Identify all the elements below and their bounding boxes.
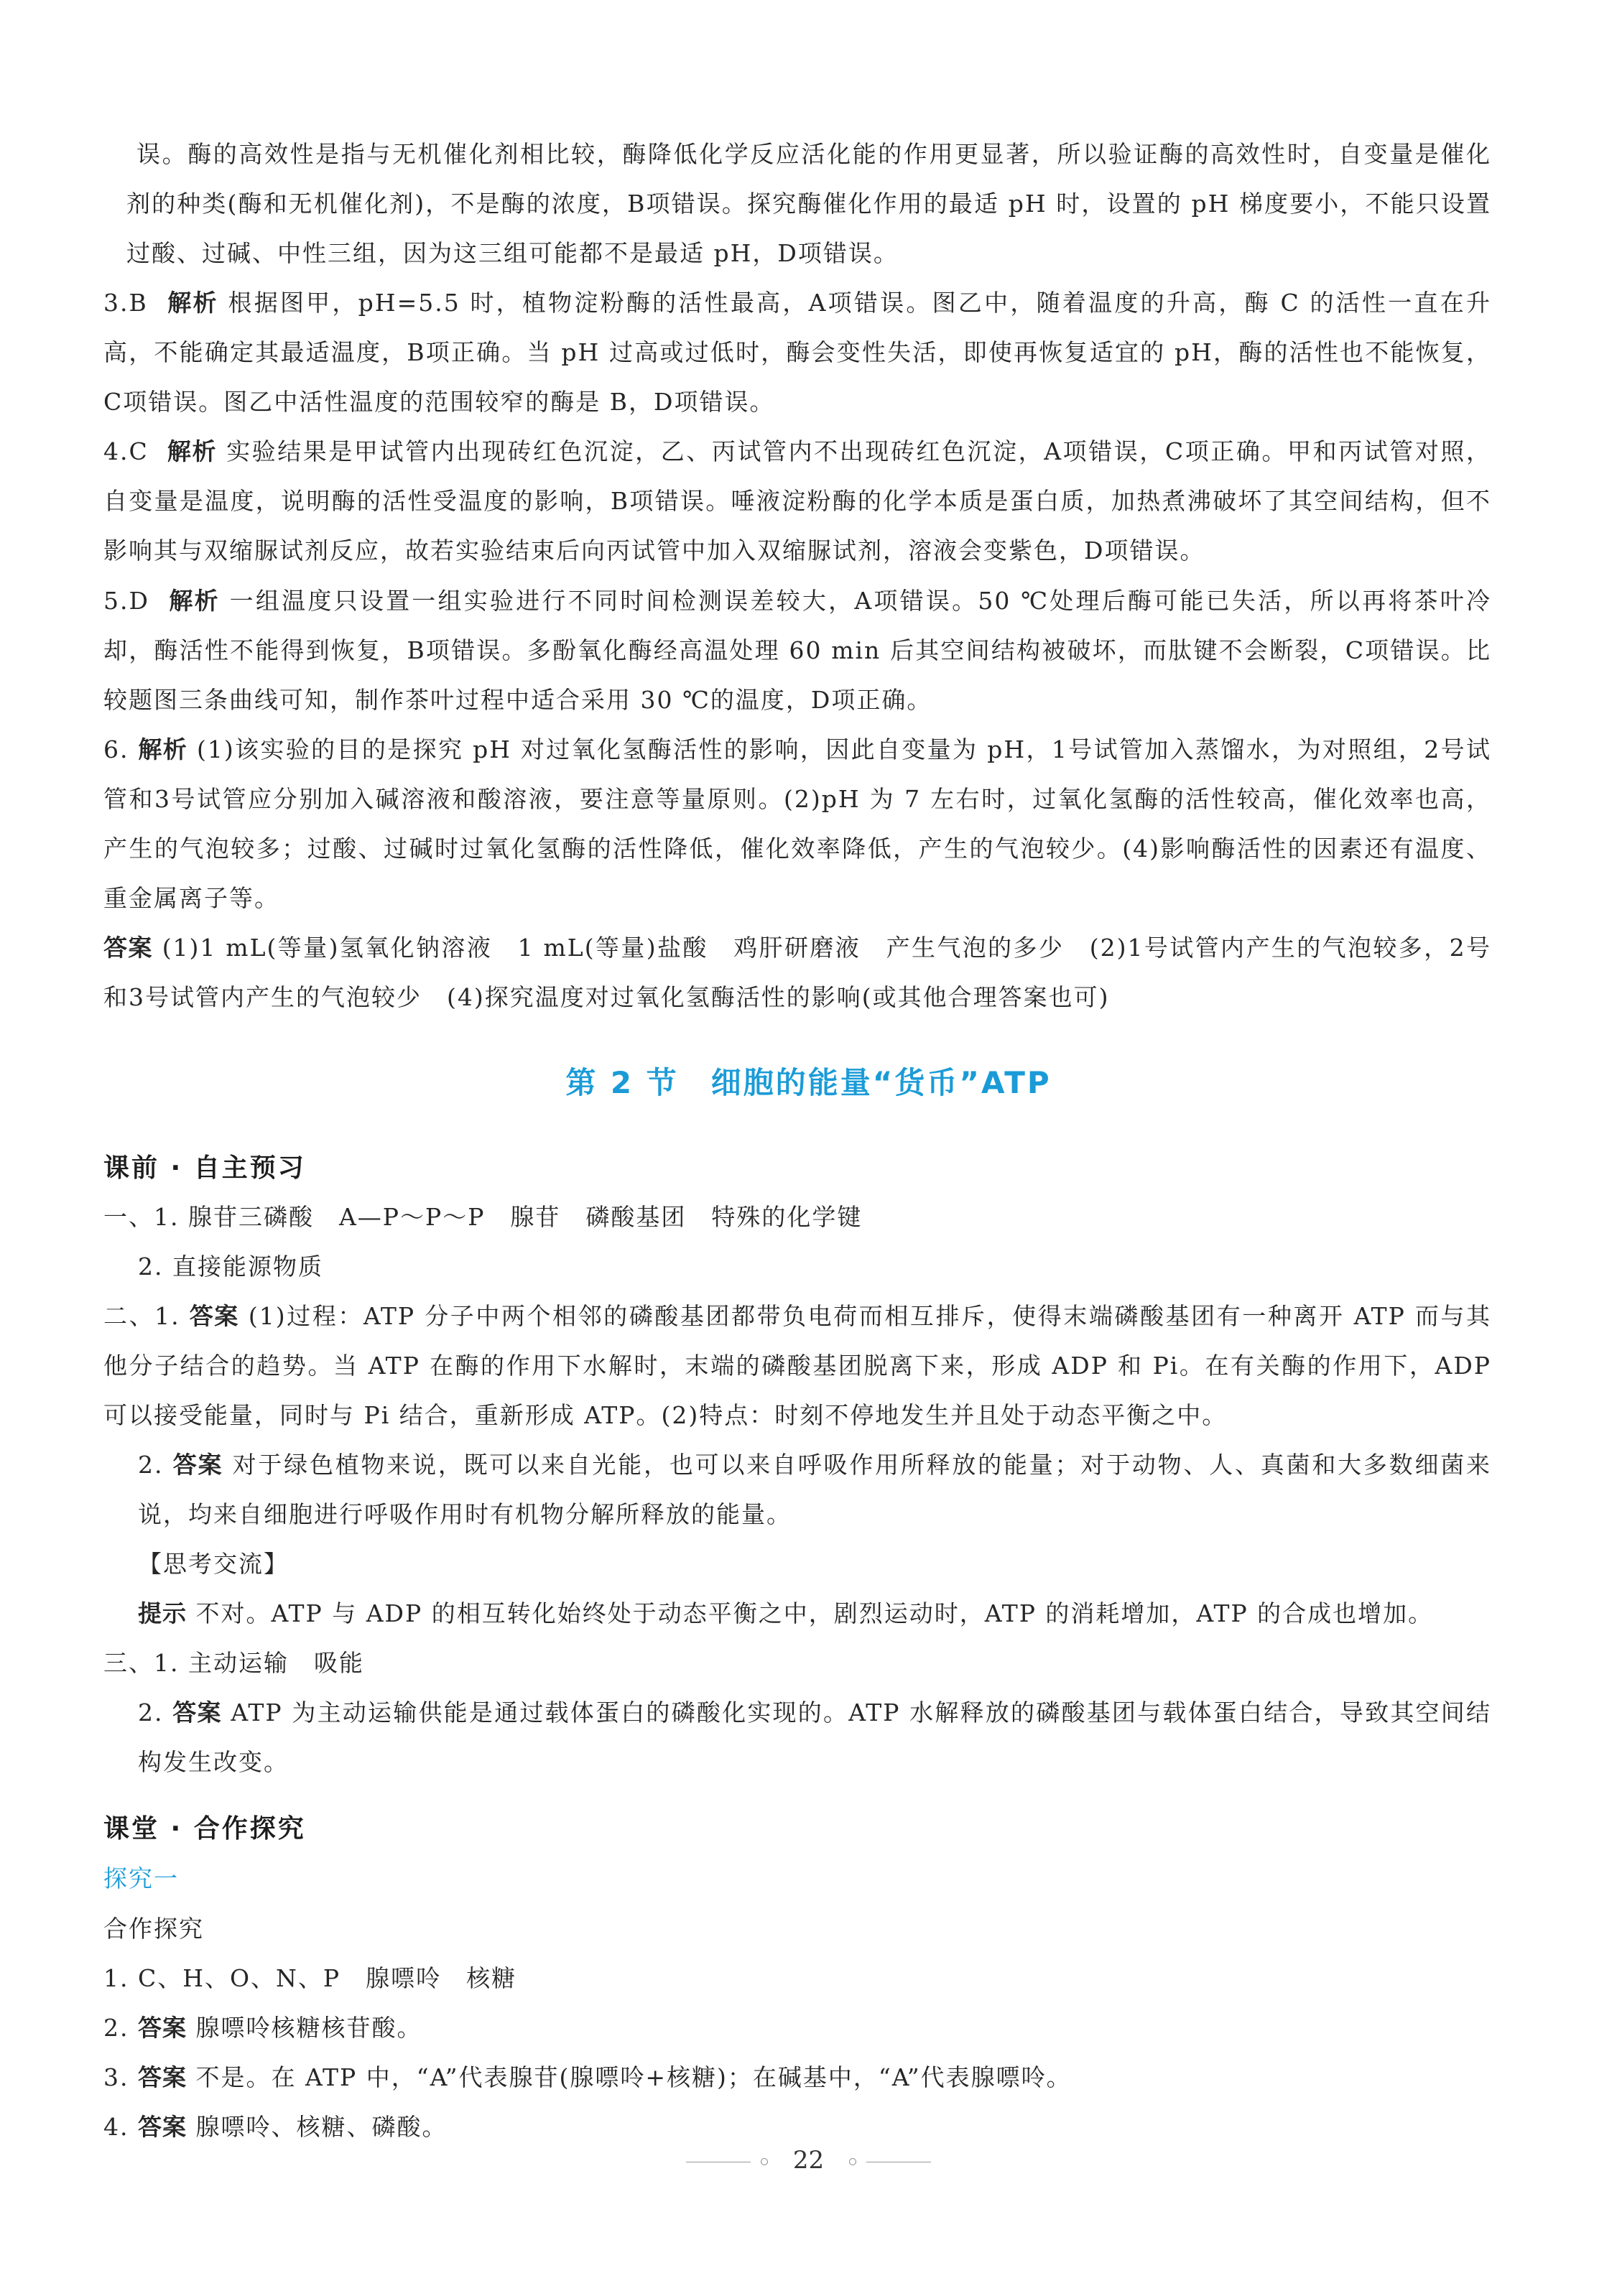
item-one-1: 一、1. 腺苷三磷酸 A—P～P～P 腺苷 磷酸基团 特殊的化学键 xyxy=(103,1203,863,1231)
analysis-label: 解析 xyxy=(167,437,218,465)
footer-dot-right xyxy=(849,2158,856,2165)
item-number: 2. xyxy=(138,1451,164,1479)
hint-label: 提示 xyxy=(138,1599,187,1627)
answer-label: 答案 xyxy=(138,2014,187,2042)
answer-text: 对于绿色植物来说，既可以来自光能，也可以来自呼吸作用所释放的能量；对于动物、人、真菌和大多数细菌来说，均来自细胞进行呼吸作用时有机物分解所释放的能量。 xyxy=(138,1451,1492,1528)
analysis-text: (1)该实验的目的是探究 pH 对过氧化氢酶活性的影响，因此自变量为 pH，1号试管加入蒸馏水，为对照组，2号试管和3号试管应分别加入碱溶液和酸溶液，要注意等量原则。(2)pH 为 7 左右时，过氧化氢酶的活性较高，催化效率也高，产生的气泡较多；过酸、过碱时过氧化氢酶的活性降低，催化效率降低，产生的气泡较少。(4)影响酶活性的因素还有温度、重金属离子等。 xyxy=(103,735,1492,912)
item-three-1: 三、1. 主动运输 吸能 xyxy=(103,1649,364,1677)
answer-q5 xyxy=(103,576,1491,725)
c-item-3 xyxy=(103,2053,1491,2102)
question-number: 3.B xyxy=(103,289,148,317)
preview-section xyxy=(103,1192,1491,1787)
item-three-2 xyxy=(103,1688,1491,1787)
analysis-label: 解析 xyxy=(167,289,218,317)
answer-q4 xyxy=(103,427,1491,575)
item-number: 2. xyxy=(103,2014,129,2042)
coop-label: 合作探究 xyxy=(103,1915,204,1943)
item-number: 3. xyxy=(103,2063,129,2091)
analysis-label: 解析 xyxy=(138,735,188,763)
answer-text: 腺嘌呤、核糖、磷酸。 xyxy=(195,2113,448,2141)
explore-label: 探究一 xyxy=(103,1864,179,1892)
preview-heading: 课前 · 自主预习 xyxy=(103,1153,306,1183)
item-one-2: 2. 直接能源物质 xyxy=(138,1252,323,1281)
c-item-2 xyxy=(103,2003,1491,2053)
analysis-text: 实验结果是甲试管内出现砖红色沉淀，乙、丙试管内不出现砖红色沉淀，A项错误，C项正确。甲和丙试管对照，自变量是温度，说明酶的活性受温度的影响，B项错误。唾液淀粉酶的化学本质是蛋白质，加热煮沸破坏了其空间结构，但不影响其与双缩脲试剂反应，故若实验结束后向丙试管中加入双缩脲试剂，溶液会变紫色，D项错误。 xyxy=(103,437,1491,564)
answer-label: 答案 xyxy=(189,1302,239,1330)
paragraph-text: 误。酶的高效性是指与无机催化剂相比较，酶降低化学反应活化能的作用更显著，所以验证酶的高效性时，自变量是催化剂的种类(酶和无机催化剂)，不是酶的浓度，B项错误。探究酶催化作用的最适 pH 时，设置的 pH 梯度要小，不能只设置过酸、过碱、中性三组，因为这三组可能都不是最适 pH，D项错误。 xyxy=(126,140,1491,267)
footer-dot-left xyxy=(761,2158,768,2165)
page-number: 22 xyxy=(792,2146,825,2175)
question-number: 5.D xyxy=(103,587,149,615)
answer-label: 答案 xyxy=(103,934,153,962)
answer-label: 答案 xyxy=(172,1451,223,1479)
answer-label: 答案 xyxy=(138,2113,187,2141)
analysis-text: 根据图甲，pH=5.5 时，植物淀粉酶的活性最高，A项错误。图乙中，随着温度的升高，酶 C 的活性一直在升高，不能确定其最适温度，B项正确。当 pH 过高或过低时，酶会变性失活，即使再恢复适宜的 pH，酶的活性也不能恢复，C项错误。图乙中活性温度的范围较窄的酶是 B，D项错误。 xyxy=(103,289,1491,416)
hint-text: 不对。ATP 与 ADP 的相互转化始终处于动态平衡之中，剧烈运动时，ATP 的消耗增加，ATP 的合成也增加。 xyxy=(195,1599,1434,1627)
answer-block xyxy=(103,923,1491,1022)
answer-label: 答案 xyxy=(172,1698,222,1726)
answer-q3 xyxy=(103,278,1491,427)
analysis-label: 解析 xyxy=(169,587,220,615)
item-number: 二、1. xyxy=(103,1302,180,1330)
answer-text: 腺嘌呤核糖核苷酸。 xyxy=(195,2014,422,2042)
answer-text: ATP 为主动运输供能是通过载体蛋白的磷酸化实现的。ATP 水解释放的磷酸基团与载体蛋白结合，导致其空间结构发生改变。 xyxy=(138,1698,1492,1776)
page-footer xyxy=(0,2146,1617,2175)
answer-label: 答案 xyxy=(138,2063,187,2091)
question-number: 4.C xyxy=(103,437,149,465)
answer-text: 不是。在 ATP 中，“A”代表腺苷(腺嘌呤+核糖)；在碱基中，“A”代表腺嘌呤。 xyxy=(195,2063,1072,2091)
item-number: 2. xyxy=(138,1698,164,1726)
analysis-text: 一组温度只设置一组实验进行不同时间检测误差较大，A项错误。50 ℃处理后酶可能已失活，所以再将茶叶冷却，酶活性不能得到恢复，B项错误。多酚氧化酶经高温处理 60 min 后其空间结构被破坏，而肽键不会断裂，C项错误。比较题图三条曲线可知，制作茶叶过程中适合采用 30 ℃的温度，D项正确。 xyxy=(103,587,1492,714)
classroom-items xyxy=(103,1953,1491,2152)
item-number: 4. xyxy=(103,2113,129,2141)
answer-text: (1)过程：ATP 分子中两个相邻的磷酸基团都带负电荷而相互排斥，使得末端磷酸基团有一种离开 ATP 而与其他分子结合的趋势。当 ATP 在酶的作用下水解时，末端的磷酸基团脱离下来，形成 ADP 和 Pi。在有关酶的作用下，ADP 可以接受能量，同时与 Pi 结合，重新形成 ATP。(2)特点：时刻不停地发生并且处于动态平衡之中。 xyxy=(103,1302,1491,1429)
item-two-2 xyxy=(103,1440,1491,1539)
section-title: 第 2 节 细胞的能量“货币”ATP xyxy=(565,1065,1052,1100)
c-item-1: 1. C、H、O、N、P 腺嘌呤 核糖 xyxy=(103,1964,517,1992)
question-number: 6. xyxy=(103,735,129,763)
answer-q6 xyxy=(103,725,1491,1022)
c-item-4 xyxy=(103,2102,1491,2152)
answer-text: (1)1 mL(等量)氢氧化钠溶液 1 mL(等量)盐酸 鸡肝研磨液 产生气泡的多少 (2)1号试管内产生的气泡较多，2号和3号试管内产生的气泡较少 (4)探究温度对过氧化氢酶活性的影响(或其他合理答案也可) xyxy=(103,934,1491,1011)
classroom-heading: 课堂 · 合作探究 xyxy=(103,1814,306,1844)
paragraph-continued xyxy=(126,129,1491,278)
think-label: 【思考交流】 xyxy=(138,1550,289,1578)
item-two-1 xyxy=(103,1291,1491,1440)
hint-block xyxy=(103,1589,1491,1638)
